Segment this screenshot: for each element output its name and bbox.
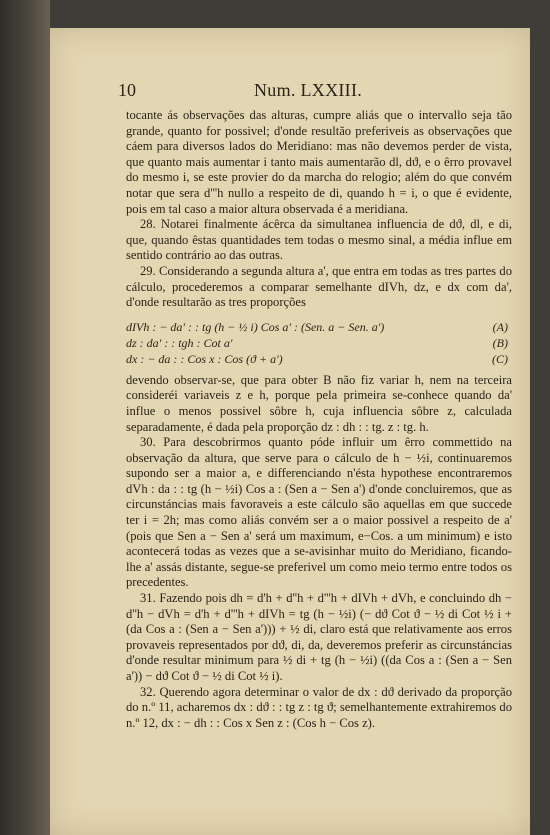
paragraph-continued: tocante ás observações das alturas, cumpre aliás que o intervallo seja tão grande, quanto for possivel; d'onde resultão preferiveis as observações que cáem para diversos lados do Meridiano: mas não devemos perder de vista, que quanto mais aumentar i tanto mais aumentarão dl, dϑ, e o êrro provavel do mesmo i, se este provier do da marcha do relogio; além do que convém notar que sera d'''h nullo a respeito de di, quando h = i, o que é evidente, pois em tal caso a maior altura observada é a meridiana. [126, 108, 512, 216]
page-header [118, 80, 522, 104]
equation-tag: (C) [492, 351, 508, 366]
paragraph-32: 32. Querendo agora determinar o valor de dx : dϑ derivado da proporção do n.º 11, acharemos dx : dϑ : : tg z : tg ϑ; semelhantemente extrahiremos do n.º 12, dx : − dh : : Cos x Sen z : (Cos h − Cos z). [126, 684, 512, 730]
page-number: 10 [118, 80, 136, 100]
equation-formula: dIVh : − da' : : tg (h − ½ i) Cos a' : (Sen. a − Sen. a') [126, 319, 385, 334]
equation-formula: dz : da' : : tgh : Cot a' [126, 335, 233, 350]
equation-tag: (A) [492, 319, 508, 334]
paragraph-after-equations: devendo observar-se, que para obter B não fiz variar h, nem na terceira consideréi variaveis z e h, porque pela primeira se-conhece quando da' influe o menos possivel sôbre h, cuja influencia sôbre z, calculada separadamente, é dada pela proporção dz : dh : : tg. z : tg. h. [126, 372, 512, 434]
equation-row [126, 319, 512, 335]
equation-formula: dx : − da : : Cos x : Cos (ϑ + a') [126, 351, 283, 366]
paragraph-30: 30. Para descobrirmos quanto póde influir um êrro commettido na observação da altura, que serve para o cálculo de h − ½i, continuaremos supondo ser a maior a, e differenciando n'ésta hypothese encontraremos dVh : da : : tg (h − ½i) Cos a : (Sen a − Sen a') d'onde concluiremos, que as circunstáncias mais favoraveis a este cálculo são aquellas em que succede ter i = 2h; mas como aliás convém ser a o maior possivel a respeito de a' (pois que Sen a − Sen a' será um maximum, e−Cos. a um minimum) e isto acontecerá todas as vezes que a se-avisinhar muito do Meridiano, ficando-lhe a' assás distante, segue-se preferivel um como meio termo entre todos os precedentes. [126, 435, 512, 590]
running-title: Num. LXXIII. [254, 80, 363, 100]
book-gutter [0, 0, 50, 835]
paragraph-28: 28. Notarei finalmente ácêrca da simultanea influencia de dϑ, dl, e di, que, quando êstas quantidades tem todas o mesmo sinal, a média influe em sentido contrário ao das outras. [126, 217, 512, 263]
equation-row [126, 351, 512, 367]
page-body [126, 108, 512, 731]
equation-block [126, 319, 512, 367]
paragraph-31: 31. Fazendo pois dh = d'h + d''h + d'''h + dIVh + dVh, e concluindo dh − d''h − dVh = d'h + d'''h + dIVh = tg (h − ½i) (− dϑ Cot ϑ − ½ di Cot ½ i + (da Cos a : (Sen a − Sen a'))) + ½ di, claro está que relativamente aos erros provaveis representados por dϑ, di, da, deveremos preferir as circunstáncias d'onde resultar minimum para ½ di + tg (h − ½i) ((da Cos a : (Sen a − Sen a')) − dϑ Cot ϑ − ½ di Cot ½ i). [126, 591, 512, 683]
paragraph-29: 29. Considerando a segunda altura a', que entra em todas as tres partes do cálculo, procederemos a comparar semelhante dIVh, dz, e dx com da', d'onde resultarão as tres proporções [126, 263, 512, 310]
equation-tag: (B) [492, 335, 508, 350]
equation-row [126, 335, 512, 351]
